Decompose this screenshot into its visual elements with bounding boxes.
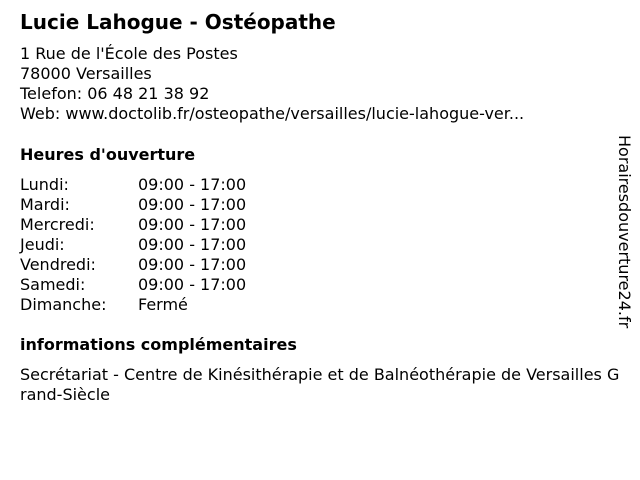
web-line (20, 104, 524, 124)
web-link[interactable]: www.doctolib.fr/osteopathe/versailles/lucie-lahogue-ver... (65, 104, 525, 123)
hours-heading: Heures d'ouverture (20, 145, 196, 164)
phone-label: Telefon: (20, 84, 88, 103)
phone-line (20, 84, 524, 104)
hours-row (20, 295, 246, 315)
hours-day: Lundi: (20, 175, 69, 194)
hours-row (20, 255, 246, 275)
hours-day: Dimanche: (20, 295, 107, 314)
hours-day: Samedi: (20, 275, 86, 294)
hours-table (20, 175, 246, 315)
site-watermark: Horairesdouverture24.fr (615, 135, 634, 329)
hours-row (20, 215, 246, 235)
info-heading: informations complémentaires (20, 335, 297, 354)
contact-block (20, 44, 524, 124)
hours-time: 09:00 - 17:00 (138, 215, 247, 234)
hours-row (20, 275, 246, 295)
hours-time: 09:00 - 17:00 (138, 275, 247, 294)
web-label: Web: (20, 104, 66, 123)
hours-time: 09:00 - 17:00 (138, 235, 247, 254)
hours-day: Mardi: (20, 195, 70, 214)
info-text: Secrétariat - Centre de Kinésithérapie et de Balnéothérapie de Versailles Grand-Siècle (20, 365, 620, 404)
hours-day: Mercredi: (20, 215, 95, 234)
hours-time: 09:00 - 17:00 (138, 195, 247, 214)
phone-number[interactable]: 06 48 21 38 92 (87, 84, 210, 103)
address-city: 78000 Versailles (20, 64, 152, 83)
hours-day: Vendredi: (20, 255, 96, 274)
address-street: 1 Rue de l'École des Postes (20, 44, 238, 63)
hours-row (20, 175, 246, 195)
hours-time: 09:00 - 17:00 (138, 255, 247, 274)
hours-row (20, 235, 246, 255)
business-name: Lucie Lahogue - Ostéopathe (20, 10, 336, 34)
hours-row (20, 195, 246, 215)
hours-time: Fermé (138, 295, 188, 314)
hours-day: Jeudi: (20, 235, 65, 254)
hours-time: 09:00 - 17:00 (138, 175, 247, 194)
